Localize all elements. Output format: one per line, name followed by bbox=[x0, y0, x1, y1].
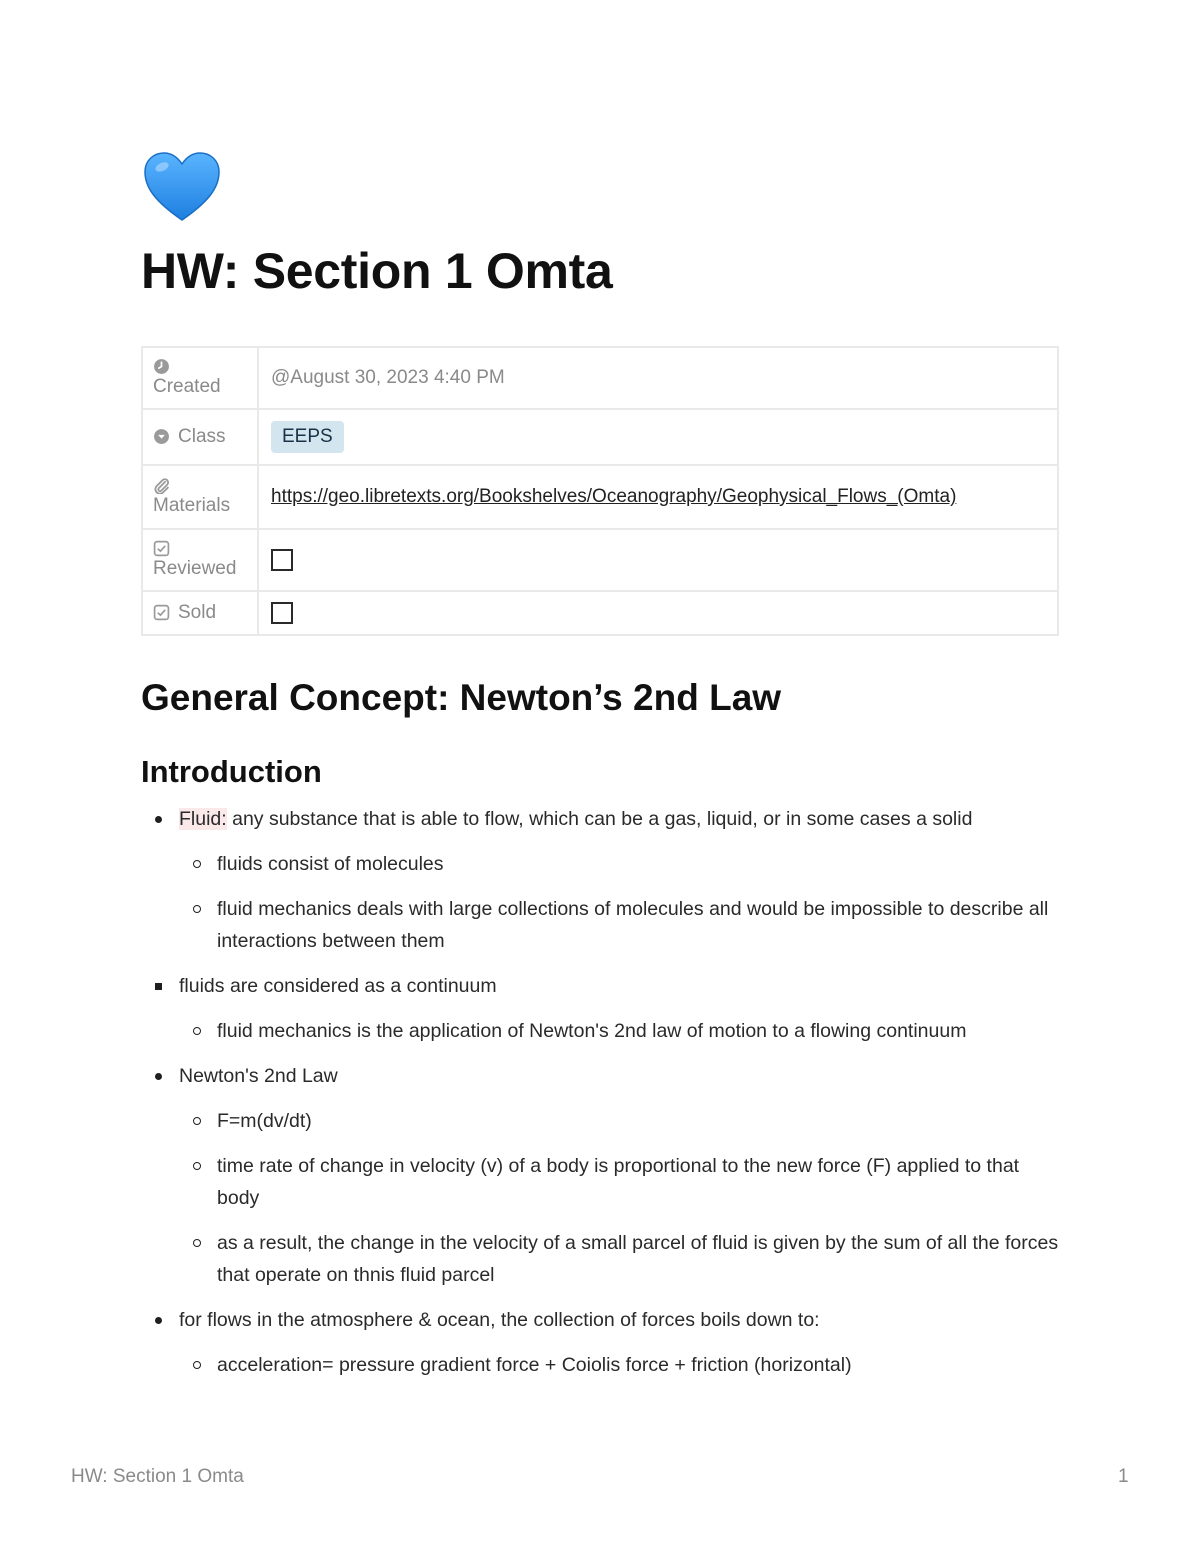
property-key-materials bbox=[142, 465, 258, 529]
list-item bbox=[141, 848, 1059, 880]
property-value-created[interactable] bbox=[258, 347, 1058, 409]
footer-title: HW: Section 1 Omta bbox=[71, 1466, 244, 1487]
list-item bbox=[141, 1227, 1059, 1291]
property-row-created bbox=[142, 347, 1058, 409]
heading-introduction: Introduction bbox=[141, 754, 322, 789]
property-label: Materials bbox=[153, 494, 231, 516]
highlighted-term: Fluid: bbox=[179, 808, 227, 830]
page-number: 1 bbox=[1118, 1466, 1129, 1487]
clock-icon bbox=[153, 358, 170, 375]
property-label: Reviewed bbox=[153, 557, 237, 579]
list-item-text: acceleration= pressure gradient force + Coiolis force + friction (horizontal) bbox=[217, 1354, 852, 1376]
properties-table bbox=[141, 346, 1059, 636]
reviewed-checkbox[interactable] bbox=[271, 549, 293, 571]
list-item-text: for flows in the atmosphere & ocean, the collection of forces boils down to: bbox=[179, 1309, 820, 1331]
class-tag[interactable]: EEPS bbox=[271, 421, 344, 453]
list-item bbox=[141, 1304, 1059, 1336]
property-row-class bbox=[142, 409, 1058, 465]
property-label: Created bbox=[153, 375, 221, 397]
property-row-materials bbox=[142, 465, 1058, 529]
list-item bbox=[141, 1105, 1059, 1137]
blue-heart-icon bbox=[142, 150, 222, 224]
paperclip-icon bbox=[153, 477, 170, 494]
list-item bbox=[141, 1150, 1059, 1214]
property-key-class bbox=[142, 409, 258, 465]
list-item bbox=[141, 803, 1059, 835]
list-item-text: time rate of change in velocity (v) of a body is proportional to the new force (F) applied to that body bbox=[217, 1155, 1020, 1209]
property-label: Sold bbox=[178, 602, 217, 623]
sold-checkbox[interactable] bbox=[271, 602, 293, 624]
property-key-sold bbox=[142, 591, 258, 635]
property-row-sold bbox=[142, 591, 1058, 635]
property-key-created bbox=[142, 347, 258, 409]
list-item-text: fluids consist of molecules bbox=[217, 853, 444, 875]
list-item bbox=[141, 970, 1059, 1002]
page-title: HW: Section 1 Omta bbox=[141, 243, 613, 299]
list-item-text: fluids are considered as a continuum bbox=[179, 975, 497, 997]
list-item-text: Newton's 2nd Law bbox=[179, 1065, 338, 1087]
property-value-sold bbox=[258, 591, 1058, 635]
list-item-text: any substance that is able to flow, which can be a gas, liquid, or in some cases a solid bbox=[226, 808, 973, 830]
bullet-list bbox=[141, 803, 1059, 1394]
checkbox-icon bbox=[153, 604, 170, 621]
materials-link[interactable]: https://geo.libretexts.org/Bookshelves/Oceanography/Geophysical_Flows_(Omta) bbox=[271, 486, 957, 507]
property-value-reviewed bbox=[258, 529, 1058, 591]
list-item bbox=[141, 893, 1059, 957]
list-item bbox=[141, 1349, 1059, 1381]
list-item-text: fluid mechanics is the application of Newton's 2nd law of motion to a flowing continuum bbox=[217, 1020, 967, 1042]
checkbox-icon bbox=[153, 540, 170, 557]
property-value-materials bbox=[258, 465, 1058, 529]
list-item-text: fluid mechanics deals with large collections of molecules and would be impossible to describe all interactions between them bbox=[217, 898, 1049, 952]
property-row-reviewed bbox=[142, 529, 1058, 591]
list-item-text: F=m(dv/dt) bbox=[217, 1110, 312, 1132]
created-date: @August 30, 2023 4:40 PM bbox=[271, 367, 505, 388]
property-value-class[interactable] bbox=[258, 409, 1058, 465]
list-item-text: as a result, the change in the velocity of a small parcel of fluid is given by the sum of all the forces that operate on thnis fluid parcel bbox=[217, 1232, 1059, 1286]
heading-general-concept: General Concept: Newton’s 2nd Law bbox=[141, 677, 782, 718]
property-key-reviewed bbox=[142, 529, 258, 591]
property-label: Class bbox=[178, 426, 226, 447]
list-item bbox=[141, 1015, 1059, 1047]
list-item bbox=[141, 1060, 1059, 1092]
select-icon bbox=[153, 428, 170, 445]
